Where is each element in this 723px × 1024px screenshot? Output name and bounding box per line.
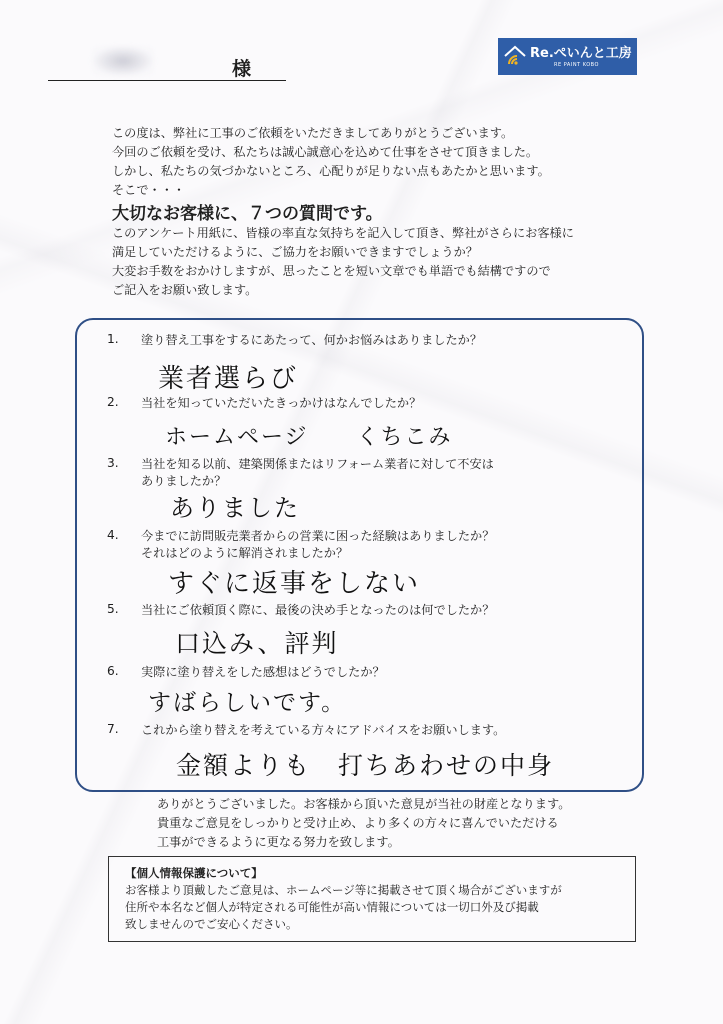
- question-7: [107, 722, 505, 739]
- question-number: 6.: [107, 664, 119, 678]
- privacy-line: 住所や本名など個人が特定される可能性が高い情報については一切口外及び掲載: [125, 900, 539, 914]
- question-text: 実際に塗り替えをした感想はどうでしたか？: [141, 665, 385, 679]
- question-number: 4.: [107, 528, 119, 542]
- question-text: 当社を知る以前、建築関係またはリフォーム業者に対して不安は: [141, 457, 494, 471]
- question-number: 1.: [107, 332, 119, 346]
- privacy-line: 致しませんのでご安心ください。: [125, 917, 298, 931]
- question-text: 当社にご依頼頂く際に、最後の決め手となったのは何でしたか？: [141, 603, 495, 617]
- honorific-label: 様: [232, 58, 252, 80]
- question-text: 今までに訪問販売業者からの営業に困った経験はありましたか？: [141, 529, 495, 543]
- question-6: [107, 664, 385, 681]
- closing-line: 貴重なご意見をしっかりと受け止め、より多くの方々に喜んでいただける: [157, 816, 559, 830]
- question-text: 当社を知っていただいたきっかけはなんでしたか？: [141, 396, 422, 410]
- question-3: [107, 456, 494, 490]
- intro-line: 今回のご依頼を受け、私たちは誠心誠意心を込めて仕事をさせて頂きました。: [112, 145, 539, 159]
- question-text: これから塗り替えを考えている方々にアドバイスをお願いします。: [141, 723, 506, 737]
- logo-subtext: RE PAINT KOBO: [554, 62, 599, 68]
- house-icon: [503, 44, 527, 68]
- question-text: それはどのように解消されましたか？: [141, 546, 349, 560]
- answer-3: ありました: [170, 494, 300, 522]
- intro-line: そこで・・・: [112, 183, 186, 197]
- intro-line: しかし、私たちの気づかないところ、心配りが足りない点もあたかと思います。: [112, 164, 550, 178]
- answer-2: ホームページ くちこみ: [165, 425, 453, 450]
- question-number: 5.: [107, 602, 119, 616]
- answer-5: 口込み、評判: [175, 629, 339, 658]
- answer-6: すばらしいです。: [148, 690, 347, 716]
- answer-7: 金額よりも 打ちあわせの中身: [176, 751, 555, 780]
- question-5: [107, 602, 494, 619]
- privacy-line: お客様より頂戴したご意見は、ホームページ等に掲載させて頂く場合がございますが: [125, 883, 562, 897]
- intro-line: この度は、弊社に工事のご依頼をいただきましてありがとうございます。: [112, 126, 514, 140]
- answer-4: すぐに返事をしない: [168, 569, 421, 599]
- privacy-notice-box: [108, 856, 636, 942]
- answer-1: 業者選らび: [158, 364, 299, 394]
- question-number: 3.: [107, 456, 119, 470]
- logo-text: Re.ぺいんと工房: [530, 46, 632, 61]
- privacy-title: 【個人情報保護について】: [125, 866, 263, 880]
- survey-heading: 大切なお客様に、７つの質問です。: [112, 204, 383, 224]
- redacted-customer-name: [92, 46, 154, 76]
- intro-section: [112, 124, 652, 228]
- company-logo: [498, 38, 637, 75]
- question-text: ありましたか？: [141, 474, 227, 488]
- intro-line: このアンケート用紙に、皆様の率直な気持ちを記入して頂き、弊社がさらにお客様に: [112, 226, 574, 240]
- closing-line: ありがとうございました。お客様から頂いた意見が当社の財産となります。: [157, 797, 571, 811]
- question-1: [107, 332, 482, 349]
- intro-line: ご記入をお願い致します。: [112, 283, 258, 297]
- question-number: 2.: [107, 395, 119, 409]
- intro-line: 大変お手数をおかけしますが、思ったことを短い文章でも単語でも結構ですので: [112, 264, 551, 278]
- question-number: 7.: [107, 722, 119, 736]
- intro-line: 満足していただけるように、ご協力をお願いできますでしょうか？: [112, 245, 478, 259]
- question-2: [107, 395, 421, 412]
- question-4: [107, 528, 494, 562]
- question-text: 塗り替え工事をするにあたって、何かお悩みはありましたか？: [141, 333, 483, 347]
- closing-line: 工事ができるように更なる努力を致します。: [157, 835, 400, 849]
- closing-message: [157, 795, 570, 852]
- intro-request: [112, 224, 652, 300]
